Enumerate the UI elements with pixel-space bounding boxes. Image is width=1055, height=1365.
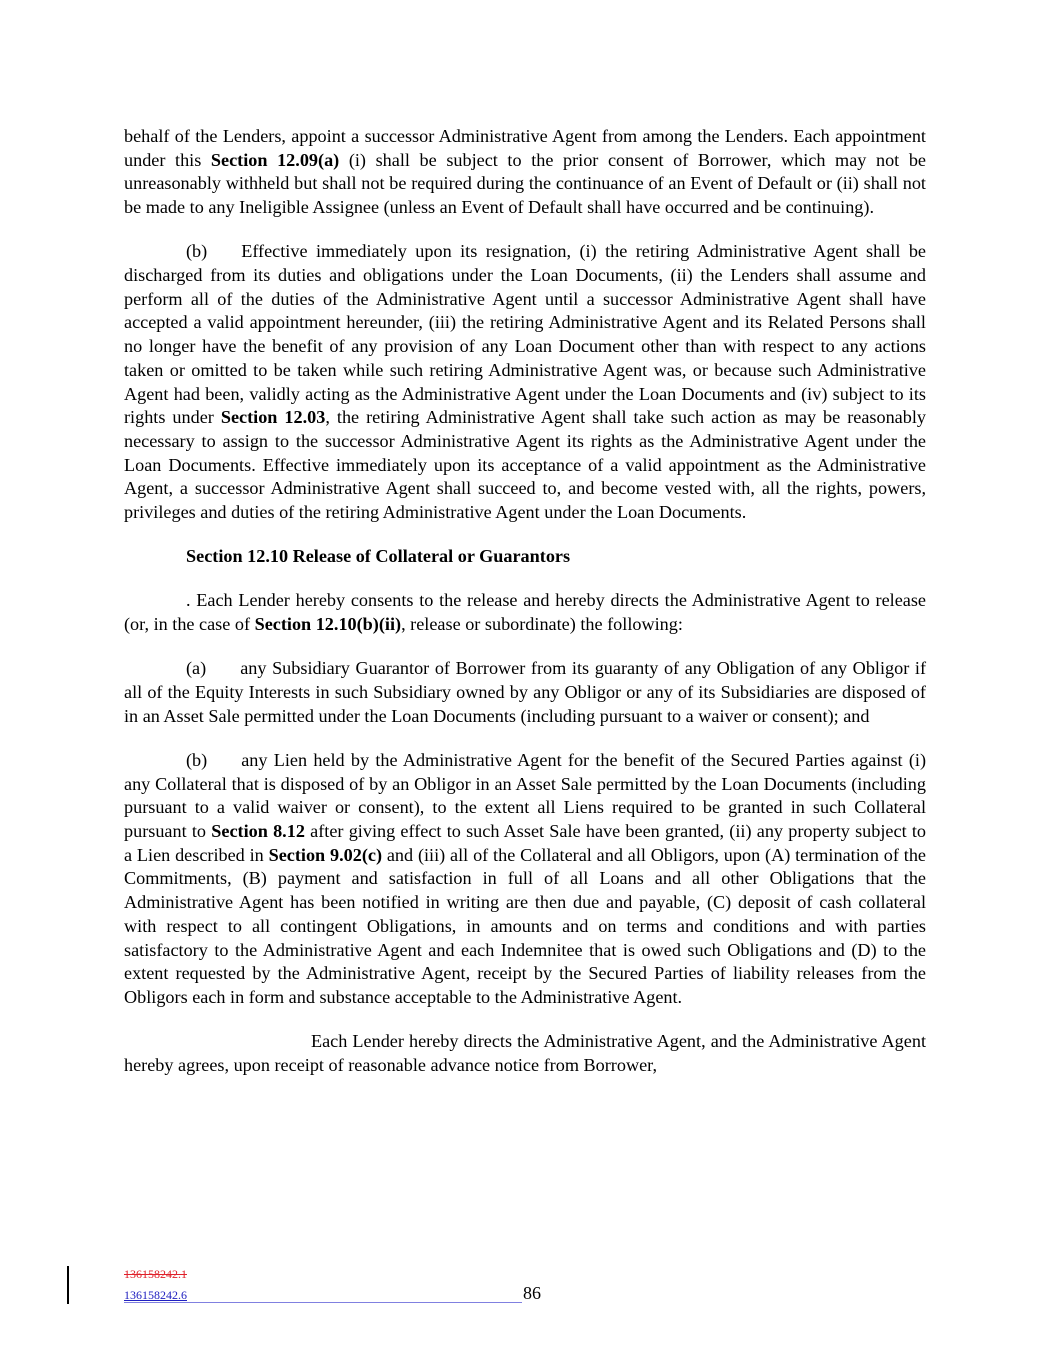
document-page (124, 125, 926, 1098)
paragraph-b-resignation: (b) Effective immediately upon its resignation, (i) the retiring Administrative Agent shall be discharged from its duties and obligations under the Loan Documents, (ii) the Lenders shall assume and perform all of the duties of the Administrative Agent until a successor Administrative Agent shall have accepted a valid appointment hereunder, (iii) the retiring Administrative Agent and its Related Persons shall no longer have the benefit of any provision of any Loan Document other than with respect to any actions taken or omitted to be taken while such retiring Administrative Agent was, or because such Administrative Agent had been, validly acting as the Administrative Agent under the Loan Documents and (iv) subject to its rights under Section 12.03, the retiring Administrative Agent shall take such action as may be reasonably necessary to assign to the successor Administrative Agent its rights as the Administrative Agent under the Loan Documents. Effective immediately upon its acceptance of a valid appointment as the Administrative Agent, a successor Administrative Agent shall succeed to, and become vested with, all the rights, powers, privileges and duties of the retiring Administrative Agent under the Loan Documents. (124, 241, 926, 523)
page-number: 86 (523, 1283, 541, 1303)
section-reference: Section 12.10(b)(ii) (254, 614, 402, 635)
section-reference: Section 9.02(c) (268, 844, 383, 865)
paragraph-lender-directs: Each Lender hereby directs the Administrative Agent, and the Administrative Agent hereby agrees, upon receipt of reasonable advance notice from Borrower, (124, 1031, 926, 1075)
doc-id-deleted: 136158242.1 (124, 1267, 187, 1281)
paragraph-release-intro: . Each Lender hereby consents to the release and hereby directs the Administrative Agent to release (or, in the case of Section 12.10(b)(ii), release or subordinate) the following: (124, 590, 926, 635)
section-reference: Section 12.09(a) (210, 149, 340, 170)
paragraph-successor-appointment: behalf of the Lenders, appoint a successor Administrative Agent from among the Lenders. Each appointment under this Section 12.09(a) (i) shall be subject to the prior consent of Borrower, which may not be unreasonably withheld but shall not be required during the continuance of an Event of Default or (ii) shall not be made to any Ineligible Assignee (unless an Event of Default shall have occurred and be continuing). (124, 126, 926, 218)
clause-label: (b) (186, 241, 208, 262)
page-footer (0, 1262, 1055, 1312)
paragraph-b-lien: (b) any Lien held by the Administrative Agent for the benefit of the Secured Parties against (i) any Collateral that is disposed of by an Obligor in an Asset Sale permitted by the Loan Documents (including pursuant to a valid waiver or consent), to the extent all Liens required to be granted in such Collateral pursuant to Section 8.12 after giving effect to such Asset Sale have been granted, (ii) any property subject to a Lien described in Section 9.02(c) and (iii) all of the Collateral and all Obligors, upon (A) termination of the Commitments, (B) payment and satisfaction in full of all Loans and all other Obligations that the Administrative Agent has been notified in writing are then due and payable, (C) deposit of cash collateral with respect to all contingent Obligations, in amounts and on terms and conditions and with parties satisfactory to the Administrative Agent and each Indemnitee that is owed such Obligations and (D) to the extent requested by the Administrative Agent, receipt by the Secured Parties of liability releases from the Obligors each in form and substance acceptable to the Administrative Agent. (124, 749, 926, 1007)
section-reference: Section 12.03 (220, 407, 326, 428)
revision-change-bar (67, 1266, 69, 1304)
doc-id-inserted: 136158242.6 (124, 1288, 187, 1302)
clause-label: (b) (186, 749, 208, 770)
doc-id-inserted-line (124, 1286, 522, 1303)
section-reference: Section 8.12 (211, 821, 305, 842)
paragraph-a-guarantor: (a) any Subsidiary Guarantor of Borrower from its guaranty of any Obligation of any Obligor if all of the Equity Interests in such Subsidiary owned by any Obligor or any of its Subsidiaries are disposed of in an Asset Sale permitted under the Loan Documents (including pursuant to a waiver or consent); and (124, 658, 926, 726)
section-heading: Section 12.10 Release of Collateral or Guarantors (186, 546, 571, 567)
clause-label: (a) (186, 658, 207, 679)
